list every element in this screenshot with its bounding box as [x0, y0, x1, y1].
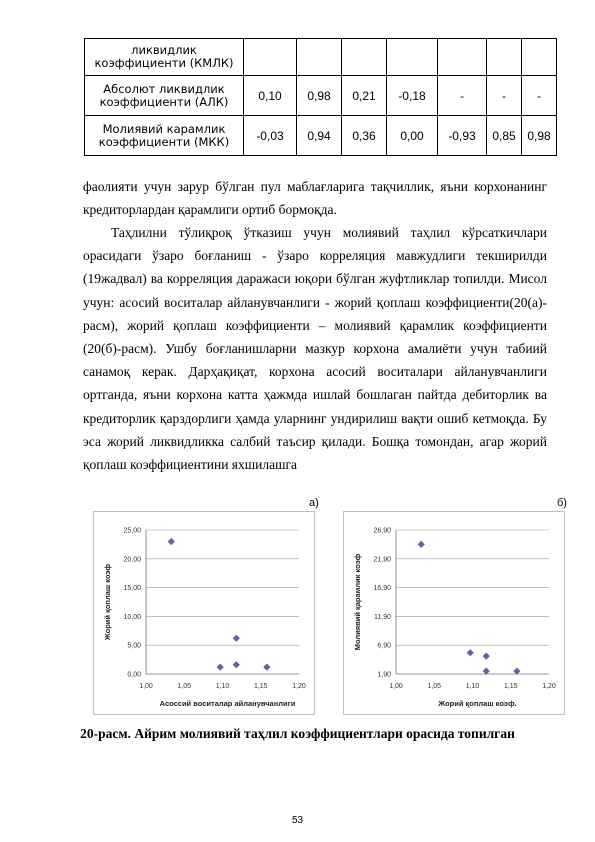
table-cell: - [438, 76, 487, 116]
data-point [233, 635, 240, 642]
y-tick-label: 25,00 [123, 527, 141, 535]
x-axis-label: Асоссий воситалар айланувчанлиги [159, 699, 296, 708]
x-tick-label: 1,05 [427, 683, 442, 690]
y-tick-label: 5,00 [127, 642, 141, 650]
figure-caption: 20-расм. Айрим молиявий таҳлил коэффициентлари орасида топилган [80, 726, 515, 741]
table-row [85, 76, 557, 116]
data-point [263, 663, 270, 670]
chart-b [343, 511, 565, 715]
table-row-label: Молиявий карамлик коэффициенти (МКК) [85, 116, 244, 156]
data-point [483, 653, 490, 660]
table-row-label: ликвидлик коэффициенти (КМЛК) [85, 39, 244, 76]
y-tick-label: 21,90 [373, 556, 391, 564]
table-cell [297, 39, 342, 76]
chart-a [93, 511, 315, 715]
table-cell [244, 39, 297, 76]
y-tick-label: 11,90 [374, 613, 391, 621]
x-tick-label: 1,15 [253, 683, 268, 690]
table-cell [387, 39, 438, 76]
table-cell: 0,00 [387, 116, 438, 156]
x-axis-label: Жорий қоплаш коэф. [438, 699, 517, 708]
figure-label-b: б) [557, 497, 567, 509]
data-point [233, 661, 240, 668]
y-tick-label: 1,90 [377, 671, 391, 679]
table-cell: 0,21 [342, 76, 387, 116]
table-cell: - [487, 76, 522, 116]
table-cell: -0,93 [438, 116, 487, 156]
table-cell: 0,98 [522, 116, 557, 156]
y-tick-label: 26,90 [373, 527, 391, 535]
x-tick-label: 1,00 [139, 683, 153, 690]
table-cell [522, 39, 557, 76]
paragraph-2: Таҳлилни тўлиқроқ ўтказиш учун молиявий таҳлил кўрсаткичлари орасидаги ўзаро боғланиш - ўзаро корреляция мавжудлиги текширилди (19жадвал) ва корреляция даражаси юқори бўлган жуфтликлар топилди. Мисол учун: асосий воситалар айланувчанлиги - жорий қоплаш коэффициенти(20(а)-расм), жорий қоплаш коэффициенти – молиявий қарамлик коэффициенти (20(б)-расм). Ушбу боғланишларни мазкур корхона амалиёти учун табиий санамоқ керак. Дарҳақиқат, корхона асосий воситалари айланувчанлиги ортганда, яъни корхона катта ҳажмда ишлай бошлаган пайтда дебиторлик ва кредиторлик қарздорлиги ҳамда уларнинг ундирилиш вақти ошиб кетмоқда. Бу эса жорий ликвидликка салбий таъсир қилади. Бошқа томондан, агар жорий қоплаш коэффициентини яхшилашга [83, 225, 547, 473]
x-tick-label: 1,00 [389, 683, 403, 690]
table-cell: 0,85 [487, 116, 522, 156]
table-cell: 0,10 [244, 76, 297, 116]
table-row [85, 39, 557, 76]
y-axis-label: Жорий қоплаш коэф [103, 563, 112, 641]
data-point [418, 541, 425, 548]
x-tick-label: 1,20 [542, 683, 556, 690]
table-row [85, 116, 557, 156]
x-tick-label: 1,20 [292, 683, 306, 690]
x-tick-label: 1,10 [465, 683, 480, 690]
paragraph-1: фаолияти учун зарур бўлган пул маблағларига тақчиллик, яъни корхонанинг кредиторлардан қарамлиги ортиб бормоқда. [83, 179, 547, 218]
table-cell [342, 39, 387, 76]
x-tick-label: 1,10 [215, 683, 230, 690]
y-tick-label: 6,90 [377, 642, 391, 650]
scatter-plot [94, 512, 314, 714]
data-point [467, 649, 474, 656]
y-tick-label: 0,00 [127, 671, 141, 679]
scatter-plot [344, 512, 564, 714]
table-cell [438, 39, 487, 76]
page-number: 53 [291, 815, 304, 826]
table-cell: - [522, 76, 557, 116]
coefficients-table [84, 38, 557, 156]
figure-label-a: а) [309, 497, 319, 509]
x-tick-label: 1,05 [177, 683, 192, 690]
data-point [217, 663, 224, 670]
y-tick-label: 10,00 [123, 613, 141, 621]
table-cell [487, 39, 522, 76]
y-axis-label: Молиявий қарамлик коэф [353, 553, 362, 651]
table-cell: 0,94 [297, 116, 342, 156]
table-cell: 0,36 [342, 116, 387, 156]
y-tick-label: 16,90 [373, 585, 391, 593]
y-tick-label: 20,00 [123, 556, 141, 564]
table-cell: 0,98 [297, 76, 342, 116]
y-tick-label: 15,00 [123, 585, 141, 593]
data-point [168, 538, 175, 545]
x-tick-label: 1,15 [503, 683, 518, 690]
table-row-label: Абсолют ликвидлик коэффициенти (АЛК) [85, 76, 244, 116]
table-cell: -0,18 [387, 76, 438, 116]
table-cell: -0,03 [244, 116, 297, 156]
